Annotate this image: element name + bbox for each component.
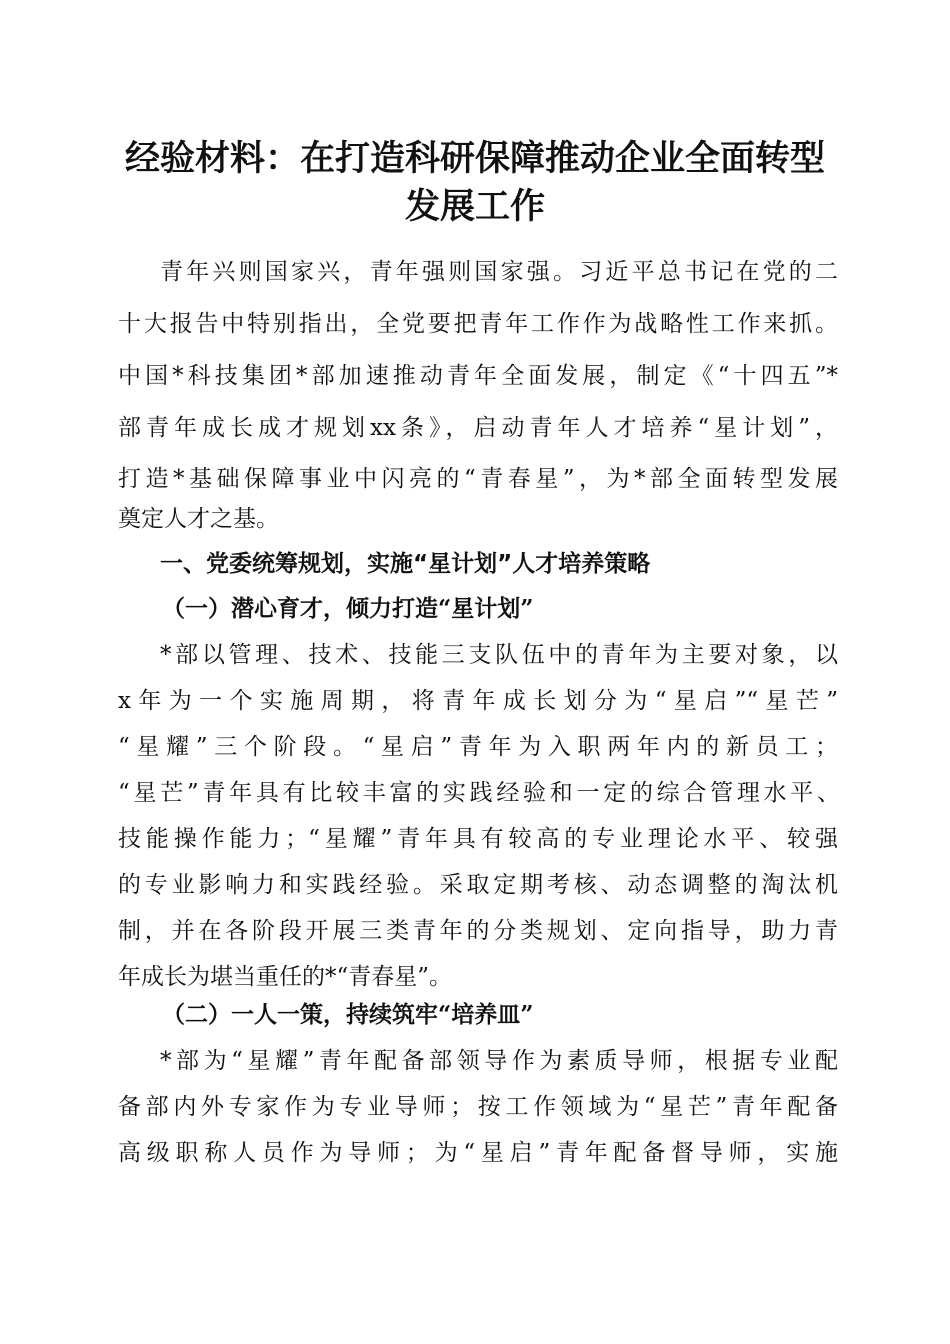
body-line: 高级职称人员作为导师；为“星启”青年配备督导师，实施 — [118, 1140, 838, 1166]
body-line: 技能操作能力；“星耀”青年具有较高的专业理论水平、较强 — [118, 826, 838, 852]
body-line: 年成长为堪当重任的*“青春星”。 — [118, 964, 453, 990]
document-title-line-2: 发展工作 — [404, 186, 545, 227]
section-heading: 一、党委统筹规划，实施“星计划”人才培养策略 — [160, 551, 651, 577]
body-line: *部以管理、技术、技能三支队伍中的青年为主要对象，以 — [160, 642, 838, 668]
body-line: 的专业影响力和实践经验。采取定期考核、动态调整的淘汰机 — [118, 872, 838, 898]
body-line: “星芒”青年具有比较丰富的实践经验和一定的综合管理水平、 — [118, 780, 840, 806]
body-line: 备部内外专家作为专业导师；按工作领域为“星芒”青年配备 — [118, 1094, 838, 1120]
subsection-heading: （二）一人一策，持续筑牢“培养皿” — [162, 1001, 534, 1028]
intro-line: 部青年成长成才规划xx条》，启动青年人才培养“星计划”， — [118, 415, 838, 441]
body-line: *部为“星耀”青年配备部领导作为素质导师，根据专业配 — [160, 1048, 838, 1074]
intro-line: 中国*科技集团*部加速推动青年全面发展，制定《“十四五”* — [118, 363, 838, 389]
body-line: 制，并在各阶段开展三类青年的分类规划、定向指导，助力青 — [118, 918, 838, 944]
intro-line: 青年兴则国家兴，青年强则国家强。习近平总书记在党的二 — [160, 259, 838, 285]
body-line: “星耀”三个阶段。“星启”青年为入职两年内的新员工； — [118, 734, 838, 760]
subsection-heading: （一）潜心育才，倾力打造“星计划” — [162, 595, 534, 622]
intro-line: 奠定人才之基。 — [118, 506, 279, 532]
intro-line: 十大报告中特别指出，全党要把青年工作作为战略性工作来抓。 — [118, 311, 838, 337]
intro-line: 打造*基础保障事业中闪亮的“青春星”，为*部全面转型发展 — [118, 466, 838, 492]
body-line: x年为一个实施周期，将青年成长划分为“星启”“星芒” — [118, 688, 838, 714]
document-title-line-1: 经验材料：在打造科研保障推动企业全面转型 — [124, 138, 825, 179]
